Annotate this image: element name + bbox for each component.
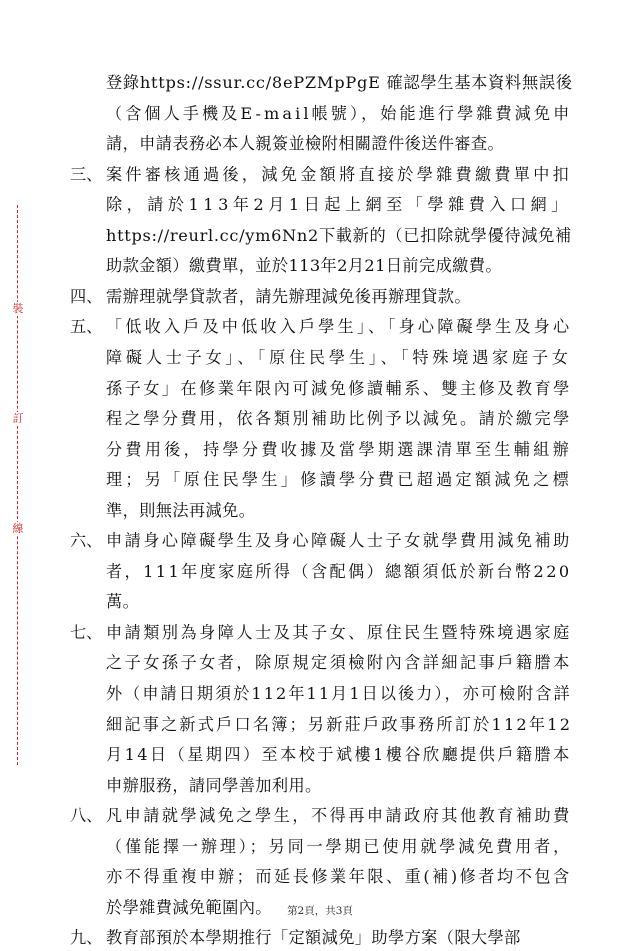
text-line: 理；另「原住民學生」修讀學分費已超過定額減免之標 (106, 470, 573, 490)
text-line: （僅能擇一辦理）；另同一學期已使用就學減免費用者， (106, 836, 573, 856)
text-line: 準，則無法再減免。 (106, 500, 256, 520)
text-line: （含個人手機及E-mail帳號），始能進行學雜費減免申 (106, 103, 573, 123)
text-line: 者，111年度家庭所得（含配偶）總額須低於新台幣220 (106, 561, 572, 581)
text-line: 外（申請日期須於112年11月1日以後力），亦可檢附含詳 (106, 684, 572, 703)
item-number: 七、 (70, 622, 103, 642)
text-line: 登錄https://ssur.cc/8ePZMpPgE 確認學生基本資料無誤後 (106, 73, 573, 92)
text-line: https://reurl.cc/ym6Nn2下載新的（已扣除就學優待減免補 (106, 225, 572, 245)
text-line: 申辦服務，請同學善加利用。 (106, 775, 322, 795)
text-line: 孫子女」在修業年限內可減免修讀輔系、雙主修及教育學 (106, 378, 572, 398)
item-number: 九、 (70, 928, 103, 948)
text-line: 細記事之新式戶口名簿；另新莊戶政事務所訂於112年12 (106, 714, 573, 734)
text-line: 申請身心障礙學生及身心障礙人士子女就學費用減免補助 (106, 531, 572, 551)
text-line: 萬。 (106, 592, 140, 612)
text-line: 「低收入戶及中低收入戶學生」、「身心障礙學生及身心 (106, 317, 573, 337)
text-line: 月14日（星期四）至本校于斌樓1樓谷欣廳提供戶籍謄本 (106, 745, 572, 765)
binding-char: 訂 (12, 412, 24, 425)
text-line: 申請類別為身障人士及其子女、原住民生暨特殊境遇家庭 (106, 622, 572, 642)
text-line: 於學雜費減免範圍內。 (106, 897, 272, 917)
text-line: 程之學分費用，依各類別補助比例予以減免。請於繳完學 (106, 409, 572, 429)
text-line: 需辦理就學貸款者，請先辦理減免後再辦理貸款。 (106, 286, 471, 306)
item-number: 三、 (70, 164, 103, 184)
binding-char: 裝 (12, 302, 24, 315)
item-number: 四、 (70, 286, 103, 306)
page-footer: 第2頁，共3頁 (287, 905, 353, 917)
text-line: 助款金額）繳費單，並於113年2月21日前完成繳費。 (106, 256, 502, 276)
text-line: 亦不得重複申辦；而延長修業年限、重(補)修者均不包含 (106, 867, 572, 887)
text-line: 凡申請就學減免之學生，不得再申請政府其他教育補助費 (106, 806, 572, 826)
item-number: 六、 (70, 531, 103, 551)
item-number: 八、 (70, 806, 103, 826)
text-line: 請，申請表務必本人親簽並檢附相關證件後送件審查。 (106, 134, 505, 154)
text-line: 之子女孫子女者，除原規定須檢附內含詳細記事戶籍謄本 (106, 653, 572, 673)
item-number: 五、 (70, 317, 103, 337)
binding-char: 線 (12, 522, 24, 535)
text-line: 案件審核通過後，減免金額將直接於學雜費繳費單中扣 (106, 164, 573, 184)
text-line: 除，請於113年2月1日起上網至「學雜費入口網」 (106, 195, 572, 215)
text-line: 教育部預於本學期推行「定額減免」助學方案（限大學部 (106, 928, 521, 948)
binding-line (17, 205, 19, 765)
text-line: 分費用後，持學分費收據及當學期選課清單至生輔組辦 (106, 439, 573, 459)
text-line: 障礙人士子女」、「原住民學生」、「特殊境遇家庭子女 (106, 347, 572, 367)
